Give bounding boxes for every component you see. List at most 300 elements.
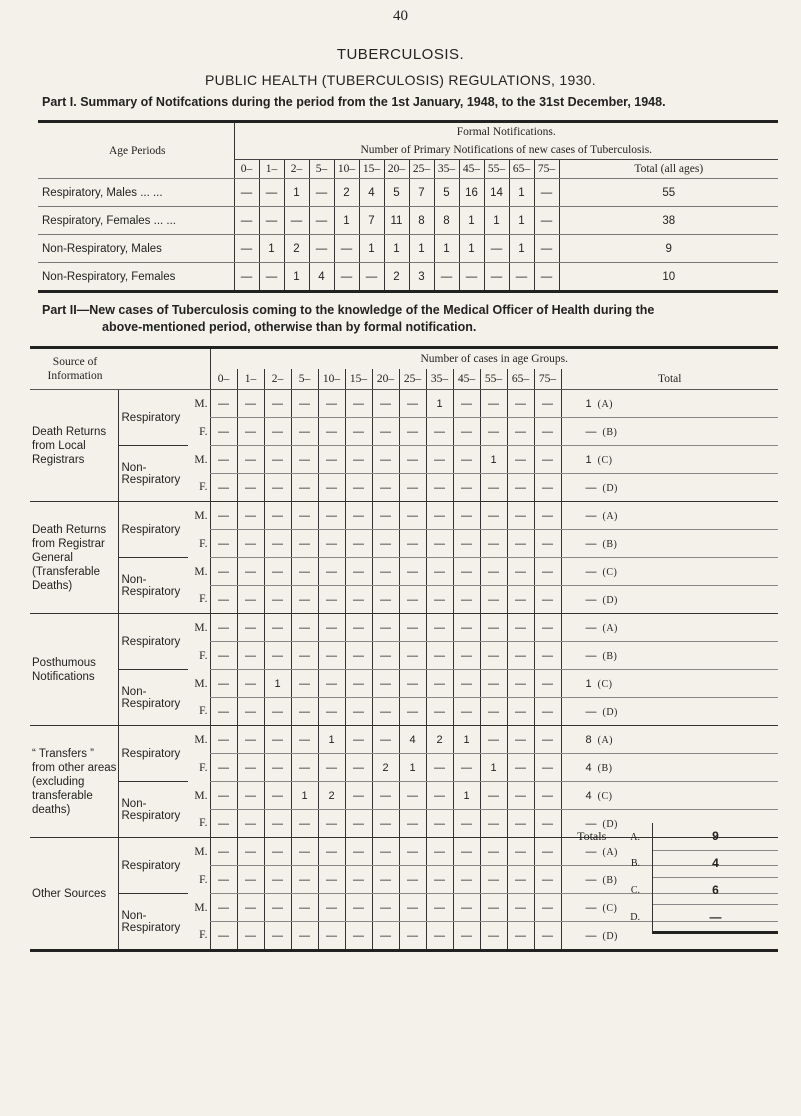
part2-cell: — — [345, 698, 372, 726]
part2-cell: — — [237, 670, 264, 698]
part2-cell: — — [534, 670, 561, 698]
part2-cell: — — [210, 894, 237, 922]
part2-heading — [42, 302, 782, 336]
part2-column-header: Total — [561, 369, 778, 390]
part2-cell: — — [345, 838, 372, 866]
row-total — [561, 642, 778, 670]
part1-cell: — — [259, 207, 284, 235]
part2-cell: — — [210, 782, 237, 810]
part2-cell: — — [264, 754, 291, 782]
part1-cell: 1 — [459, 235, 484, 263]
part1-cell: — — [234, 179, 259, 207]
part2-cell: — — [480, 782, 507, 810]
formal-notifications-header: Formal Notifications. — [234, 122, 778, 142]
part2-cell: — — [480, 642, 507, 670]
part1-cell: — — [534, 179, 559, 207]
part2-cell: — — [264, 614, 291, 642]
part2-cell: — — [372, 698, 399, 726]
part2-cell: — — [291, 866, 318, 894]
page-subtitle: PUBLIC HEALTH (TUBERCULOSIS) REGULATIONS, 1930. — [205, 72, 596, 88]
part2-cell: — — [264, 558, 291, 586]
part2-cell: — — [453, 642, 480, 670]
part1-cell: 1 — [509, 235, 534, 263]
part2-cell: — — [507, 922, 534, 951]
case-type: Non-Respiratory — [118, 894, 188, 951]
part2-cell: — — [534, 726, 561, 754]
part2-cell: 2 — [426, 726, 453, 754]
part2-heading-line2: above-mentioned period, otherwise than by formal notification. — [102, 320, 477, 334]
part2-cell: — — [426, 530, 453, 558]
part2-cell: — — [291, 726, 318, 754]
part2-cell: — — [372, 558, 399, 586]
part2-cell: — — [399, 866, 426, 894]
part2-cell: — — [399, 614, 426, 642]
sex-label: M. — [194, 677, 208, 690]
part1-cell: 1 — [434, 235, 459, 263]
sex-label: M. — [194, 509, 208, 522]
part1-column-header: 45– — [459, 160, 484, 179]
part2-cell: — — [264, 418, 291, 446]
part1-cell: — — [309, 207, 334, 235]
part1-table-row — [38, 179, 778, 207]
part1-table-row — [38, 263, 778, 292]
part2-cell: — — [345, 782, 372, 810]
part2-cell: — — [480, 586, 507, 614]
part2-column-header: 25– — [399, 369, 426, 390]
part2-cell: — — [372, 390, 399, 418]
part2-cell: — — [399, 558, 426, 586]
part2-column-header: 10– — [318, 369, 345, 390]
part1-heading: Part I. Summary of Notifcations during the period from the 1st January, 1948, to the 31st December, 1948. — [42, 95, 666, 109]
part2-cell: — — [318, 446, 345, 474]
part2-cell: — — [291, 530, 318, 558]
part2-table-row — [30, 446, 778, 474]
part1-cell: 1 — [259, 235, 284, 263]
part1-cell: 5 — [384, 179, 409, 207]
part2-cell: — — [507, 530, 534, 558]
row-letter: (B) — [597, 762, 613, 774]
part2-cell: — — [480, 922, 507, 951]
part2-cell: — — [237, 558, 264, 586]
part2-cell: — — [318, 866, 345, 894]
part2-cell: — — [237, 418, 264, 446]
source-name: “ Transfers ” from other areas (excluding transferable deaths) — [30, 726, 118, 838]
row-letter: (D) — [602, 482, 618, 494]
part2-cell: — — [507, 614, 534, 642]
part2-cell: — — [345, 642, 372, 670]
totals-row — [490, 823, 780, 850]
age-groups-header: Number of cases in age Groups. — [210, 348, 778, 370]
part1-cell: 11 — [384, 207, 409, 235]
row-total-value: — — [585, 929, 597, 942]
part1-cell: 1 — [359, 235, 384, 263]
part2-header-row-1 — [30, 348, 778, 370]
part2-table-row — [30, 502, 778, 530]
part2-cell: — — [507, 670, 534, 698]
part2-cell: — — [426, 922, 453, 951]
part2-cell: — — [453, 614, 480, 642]
part2-cell: 4 — [399, 726, 426, 754]
part2-cell: — — [507, 782, 534, 810]
case-type: Respiratory — [118, 726, 188, 782]
part2-cell: — — [426, 894, 453, 922]
row-letter: (C) — [597, 790, 613, 802]
row-total-value: 1 — [585, 677, 592, 690]
sex-label: M. — [194, 845, 208, 858]
part2-cell: 2 — [372, 754, 399, 782]
part2-cell: — — [237, 726, 264, 754]
row-letter: (D) — [602, 594, 618, 606]
part2-cell: — — [426, 866, 453, 894]
part2-cell: — — [399, 810, 426, 838]
part2-cell: — — [210, 446, 237, 474]
row-letter: (A) — [602, 510, 618, 522]
part2-cell: — — [210, 390, 237, 418]
part2-cell: — — [399, 670, 426, 698]
part2-cell: — — [291, 838, 318, 866]
part1-cell: — — [359, 263, 384, 292]
part2-cell: — — [507, 642, 534, 670]
part2-cell: — — [399, 642, 426, 670]
totals-value: — — [652, 904, 778, 934]
part2-cell: — — [372, 838, 399, 866]
part2-cell: — — [426, 502, 453, 530]
part2-cell: — — [345, 810, 372, 838]
part1-cell: — — [459, 263, 484, 292]
part1-cell: — — [309, 235, 334, 263]
part2-cell: — — [345, 502, 372, 530]
part2-cell: — — [264, 642, 291, 670]
sex-label: F. — [199, 537, 208, 550]
part1-column-header: 5– — [309, 160, 334, 179]
part1-cell: 1 — [509, 179, 534, 207]
part2-cell: — — [264, 726, 291, 754]
part1-table-row — [38, 207, 778, 235]
row-total — [561, 782, 778, 810]
part2-cell: — — [480, 558, 507, 586]
row-total — [561, 726, 778, 754]
row-total-value: 1 — [585, 397, 592, 410]
row-total-value: 1 — [585, 453, 592, 466]
row-letter: (B) — [602, 650, 618, 662]
part2-cell: — — [237, 502, 264, 530]
part2-cell: — — [534, 558, 561, 586]
part2-cell: — — [264, 698, 291, 726]
part1-cell: 5 — [434, 179, 459, 207]
part1-cell: — — [259, 179, 284, 207]
part2-cell: — — [372, 642, 399, 670]
part1-row-label: Respiratory, Females ... ... — [38, 207, 234, 235]
part2-cell: — — [318, 670, 345, 698]
part1-cell: 1 — [509, 207, 534, 235]
part1-row-label: Respiratory, Males ... ... — [38, 179, 234, 207]
totals-value: 9 — [652, 823, 778, 851]
part2-cell: — — [372, 474, 399, 502]
part1-cell: 8 — [434, 207, 459, 235]
totals-letter: C. — [630, 885, 640, 896]
part2-cell: — — [291, 894, 318, 922]
part2-cell: — — [453, 670, 480, 698]
part1-cell: — — [534, 263, 559, 292]
part2-cell: — — [210, 474, 237, 502]
part2-cell: — — [507, 838, 534, 866]
part2-heading-line1: Part II—New cases of Tuberculosis coming to the knowledge of the Medical Officer of Health during the — [42, 303, 655, 317]
part2-cell: — — [345, 530, 372, 558]
row-total-value: — — [585, 621, 597, 634]
part2-cell: — — [426, 698, 453, 726]
part2-cell: — — [237, 446, 264, 474]
part2-cell: — — [507, 446, 534, 474]
part2-cell: — — [534, 418, 561, 446]
part1-cell: — — [259, 263, 284, 292]
part1-cell: 2 — [384, 263, 409, 292]
sex-label: F. — [188, 810, 210, 838]
part2-cell: — — [291, 698, 318, 726]
part2-cell: — — [480, 502, 507, 530]
part1-cell: — — [309, 179, 334, 207]
part2-table-row — [30, 670, 778, 698]
part2-cell: — — [264, 894, 291, 922]
part1-cell: 4 — [309, 263, 334, 292]
row-total — [561, 502, 778, 530]
part2-cell: — — [291, 418, 318, 446]
part2-cell: 1 — [480, 754, 507, 782]
part1-cell: — — [509, 263, 534, 292]
sex-label: F. — [199, 649, 208, 662]
part2-cell: — — [318, 614, 345, 642]
part2-cell: — — [453, 754, 480, 782]
part2-cell: — — [210, 726, 237, 754]
sex-label: F. — [188, 698, 210, 726]
part2-cell: — — [399, 838, 426, 866]
part2-cell: — — [480, 698, 507, 726]
part2-cell: — — [291, 614, 318, 642]
part2-cell: — — [507, 894, 534, 922]
part2-cell: — — [291, 670, 318, 698]
part2-cell: — — [534, 838, 561, 866]
row-total — [561, 586, 778, 614]
part2-cell: — — [345, 670, 372, 698]
case-type: Respiratory — [118, 502, 188, 558]
part1-cell: 3 — [409, 263, 434, 292]
part2-cell: 1 — [291, 782, 318, 810]
part2-cell: — — [399, 390, 426, 418]
row-letter: (A) — [602, 622, 618, 634]
part2-cell: — — [237, 474, 264, 502]
row-letter: (C) — [597, 678, 613, 690]
part2-cell: — — [453, 698, 480, 726]
sex-label: F. — [199, 761, 208, 774]
totals-label — [490, 850, 640, 877]
part2-cell: — — [345, 894, 372, 922]
totals-block — [490, 823, 780, 931]
part2-cell: — — [399, 446, 426, 474]
part2-cell: 1 — [480, 446, 507, 474]
part2-cell: — — [318, 502, 345, 530]
row-total — [561, 418, 778, 446]
part2-table-row — [30, 726, 778, 754]
part2-cell: — — [237, 698, 264, 726]
part2-cell: — — [345, 418, 372, 446]
part2-cell: — — [345, 754, 372, 782]
part1-cell: 1 — [384, 235, 409, 263]
part2-cell: — — [291, 502, 318, 530]
part1-cell: 16 — [459, 179, 484, 207]
part1-cell: 2 — [284, 235, 309, 263]
part1-cell: 2 — [334, 179, 359, 207]
part2-column-header: 20– — [372, 369, 399, 390]
part2-cell: — — [480, 810, 507, 838]
part2-cell: — — [399, 698, 426, 726]
part2-cell: — — [507, 390, 534, 418]
part2-cell: — — [507, 474, 534, 502]
part1-column-header: 0– — [234, 160, 259, 179]
part2-cell: — — [534, 446, 561, 474]
sex-label: F. — [199, 425, 208, 438]
totals-title: Totals — [577, 829, 607, 843]
totals-label — [490, 823, 640, 851]
source-name: Death Returns from Local Registrars — [30, 390, 118, 502]
part2-cell: — — [264, 474, 291, 502]
part2-cell: — — [318, 586, 345, 614]
part2-column-header: 1– — [237, 369, 264, 390]
part1-cell: — — [284, 207, 309, 235]
part2-cell: — — [237, 866, 264, 894]
part2-cell: — — [264, 782, 291, 810]
part1-cell: — — [534, 235, 559, 263]
part2-cell: — — [372, 810, 399, 838]
part1-cell: 55 — [559, 179, 778, 207]
row-letter: (D) — [602, 706, 618, 718]
page-title: TUBERCULOSIS. — [336, 46, 465, 63]
part2-cell: 1 — [318, 726, 345, 754]
row-total-value: — — [585, 425, 597, 438]
part2-column-header: 55– — [480, 369, 507, 390]
part2-cell: — — [480, 530, 507, 558]
part2-cell: — — [237, 754, 264, 782]
row-total — [561, 754, 778, 782]
part2-cell: — — [507, 418, 534, 446]
sex-label: F. — [188, 586, 210, 614]
part1-cell: — — [234, 235, 259, 263]
totals-letter: D. — [630, 912, 640, 923]
part2-cell: — — [264, 502, 291, 530]
part2-cell: — — [264, 446, 291, 474]
part1-cell: 1 — [459, 207, 484, 235]
part2-cell: — — [318, 530, 345, 558]
part1-cell: 1 — [484, 207, 509, 235]
part2-cell: — — [453, 866, 480, 894]
part2-cell: — — [534, 922, 561, 951]
part1-cell: 1 — [409, 235, 434, 263]
row-total-value: — — [585, 873, 597, 886]
part2-cell: — — [372, 530, 399, 558]
row-letter: (A) — [597, 734, 614, 746]
part1-cell: — — [234, 263, 259, 292]
part2-cell: — — [237, 782, 264, 810]
part1-column-header: 1– — [259, 160, 284, 179]
part2-cell: — — [264, 810, 291, 838]
row-total-value: — — [585, 481, 597, 494]
part2-cell: — — [453, 922, 480, 951]
part2-cell: — — [318, 754, 345, 782]
part1-cell: 1 — [334, 207, 359, 235]
part2-cell: — — [291, 586, 318, 614]
row-letter: (B) — [602, 426, 618, 438]
part2-cell: — — [399, 474, 426, 502]
part2-cell: — — [237, 614, 264, 642]
part2-cell: — — [426, 586, 453, 614]
part2-cell: — — [453, 838, 480, 866]
totals-row — [490, 850, 780, 877]
part1-cell: — — [434, 263, 459, 292]
part1-column-header: Total (all ages) — [559, 160, 778, 179]
part2-cell: — — [237, 586, 264, 614]
case-type: Non-Respiratory — [118, 670, 188, 726]
part2-cell: — — [534, 614, 561, 642]
page-number: 40 — [393, 8, 408, 24]
part2-cell: — — [345, 586, 372, 614]
part2-cell: — — [291, 390, 318, 418]
totals-value: 4 — [652, 850, 778, 878]
row-total-value: — — [585, 705, 597, 718]
part2-cell: — — [453, 418, 480, 446]
sex-label: M. — [194, 453, 208, 466]
part1-column-header: 35– — [434, 160, 459, 179]
part2-cell: — — [318, 810, 345, 838]
part2-cell: — — [534, 530, 561, 558]
part2-cell: — — [480, 390, 507, 418]
source-name: Death Returns from Registrar General (Transferable Deaths) — [30, 502, 118, 614]
part2-cell: — — [534, 502, 561, 530]
part2-cell: — — [372, 502, 399, 530]
part1-cell: 9 — [559, 235, 778, 263]
part1-column-header: 75– — [534, 160, 559, 179]
part2-cell: — — [237, 390, 264, 418]
part1-cell: 7 — [359, 207, 384, 235]
part2-column-header: 0– — [210, 369, 237, 390]
part2-cell: — — [399, 782, 426, 810]
part2-cell: — — [372, 418, 399, 446]
part1-cell: — — [484, 263, 509, 292]
part2-cell: — — [345, 474, 372, 502]
part2-column-header: 75– — [534, 369, 561, 390]
row-letter: (C) — [597, 454, 613, 466]
type-header-blank — [118, 348, 210, 390]
part2-cell: — — [507, 726, 534, 754]
row-total — [561, 446, 778, 474]
part2-table-row — [30, 614, 778, 642]
part2-cell: — — [210, 922, 237, 951]
totals-label — [490, 901, 640, 931]
part2-cell: — — [426, 810, 453, 838]
case-type: Respiratory — [118, 614, 188, 670]
part2-cell: — — [210, 502, 237, 530]
part2-cell: — — [453, 530, 480, 558]
part2-cell: — — [210, 558, 237, 586]
part2-cell: — — [264, 866, 291, 894]
part2-cell: — — [507, 866, 534, 894]
part2-cell: — — [453, 810, 480, 838]
part2-cell: — — [399, 502, 426, 530]
part2-cell: — — [534, 586, 561, 614]
part2-cell: — — [318, 474, 345, 502]
part1-table — [38, 120, 778, 293]
part2-cell: — — [210, 642, 237, 670]
row-total — [561, 390, 778, 418]
part2-cell: 1 — [264, 670, 291, 698]
totals-letter: B. — [630, 858, 640, 869]
